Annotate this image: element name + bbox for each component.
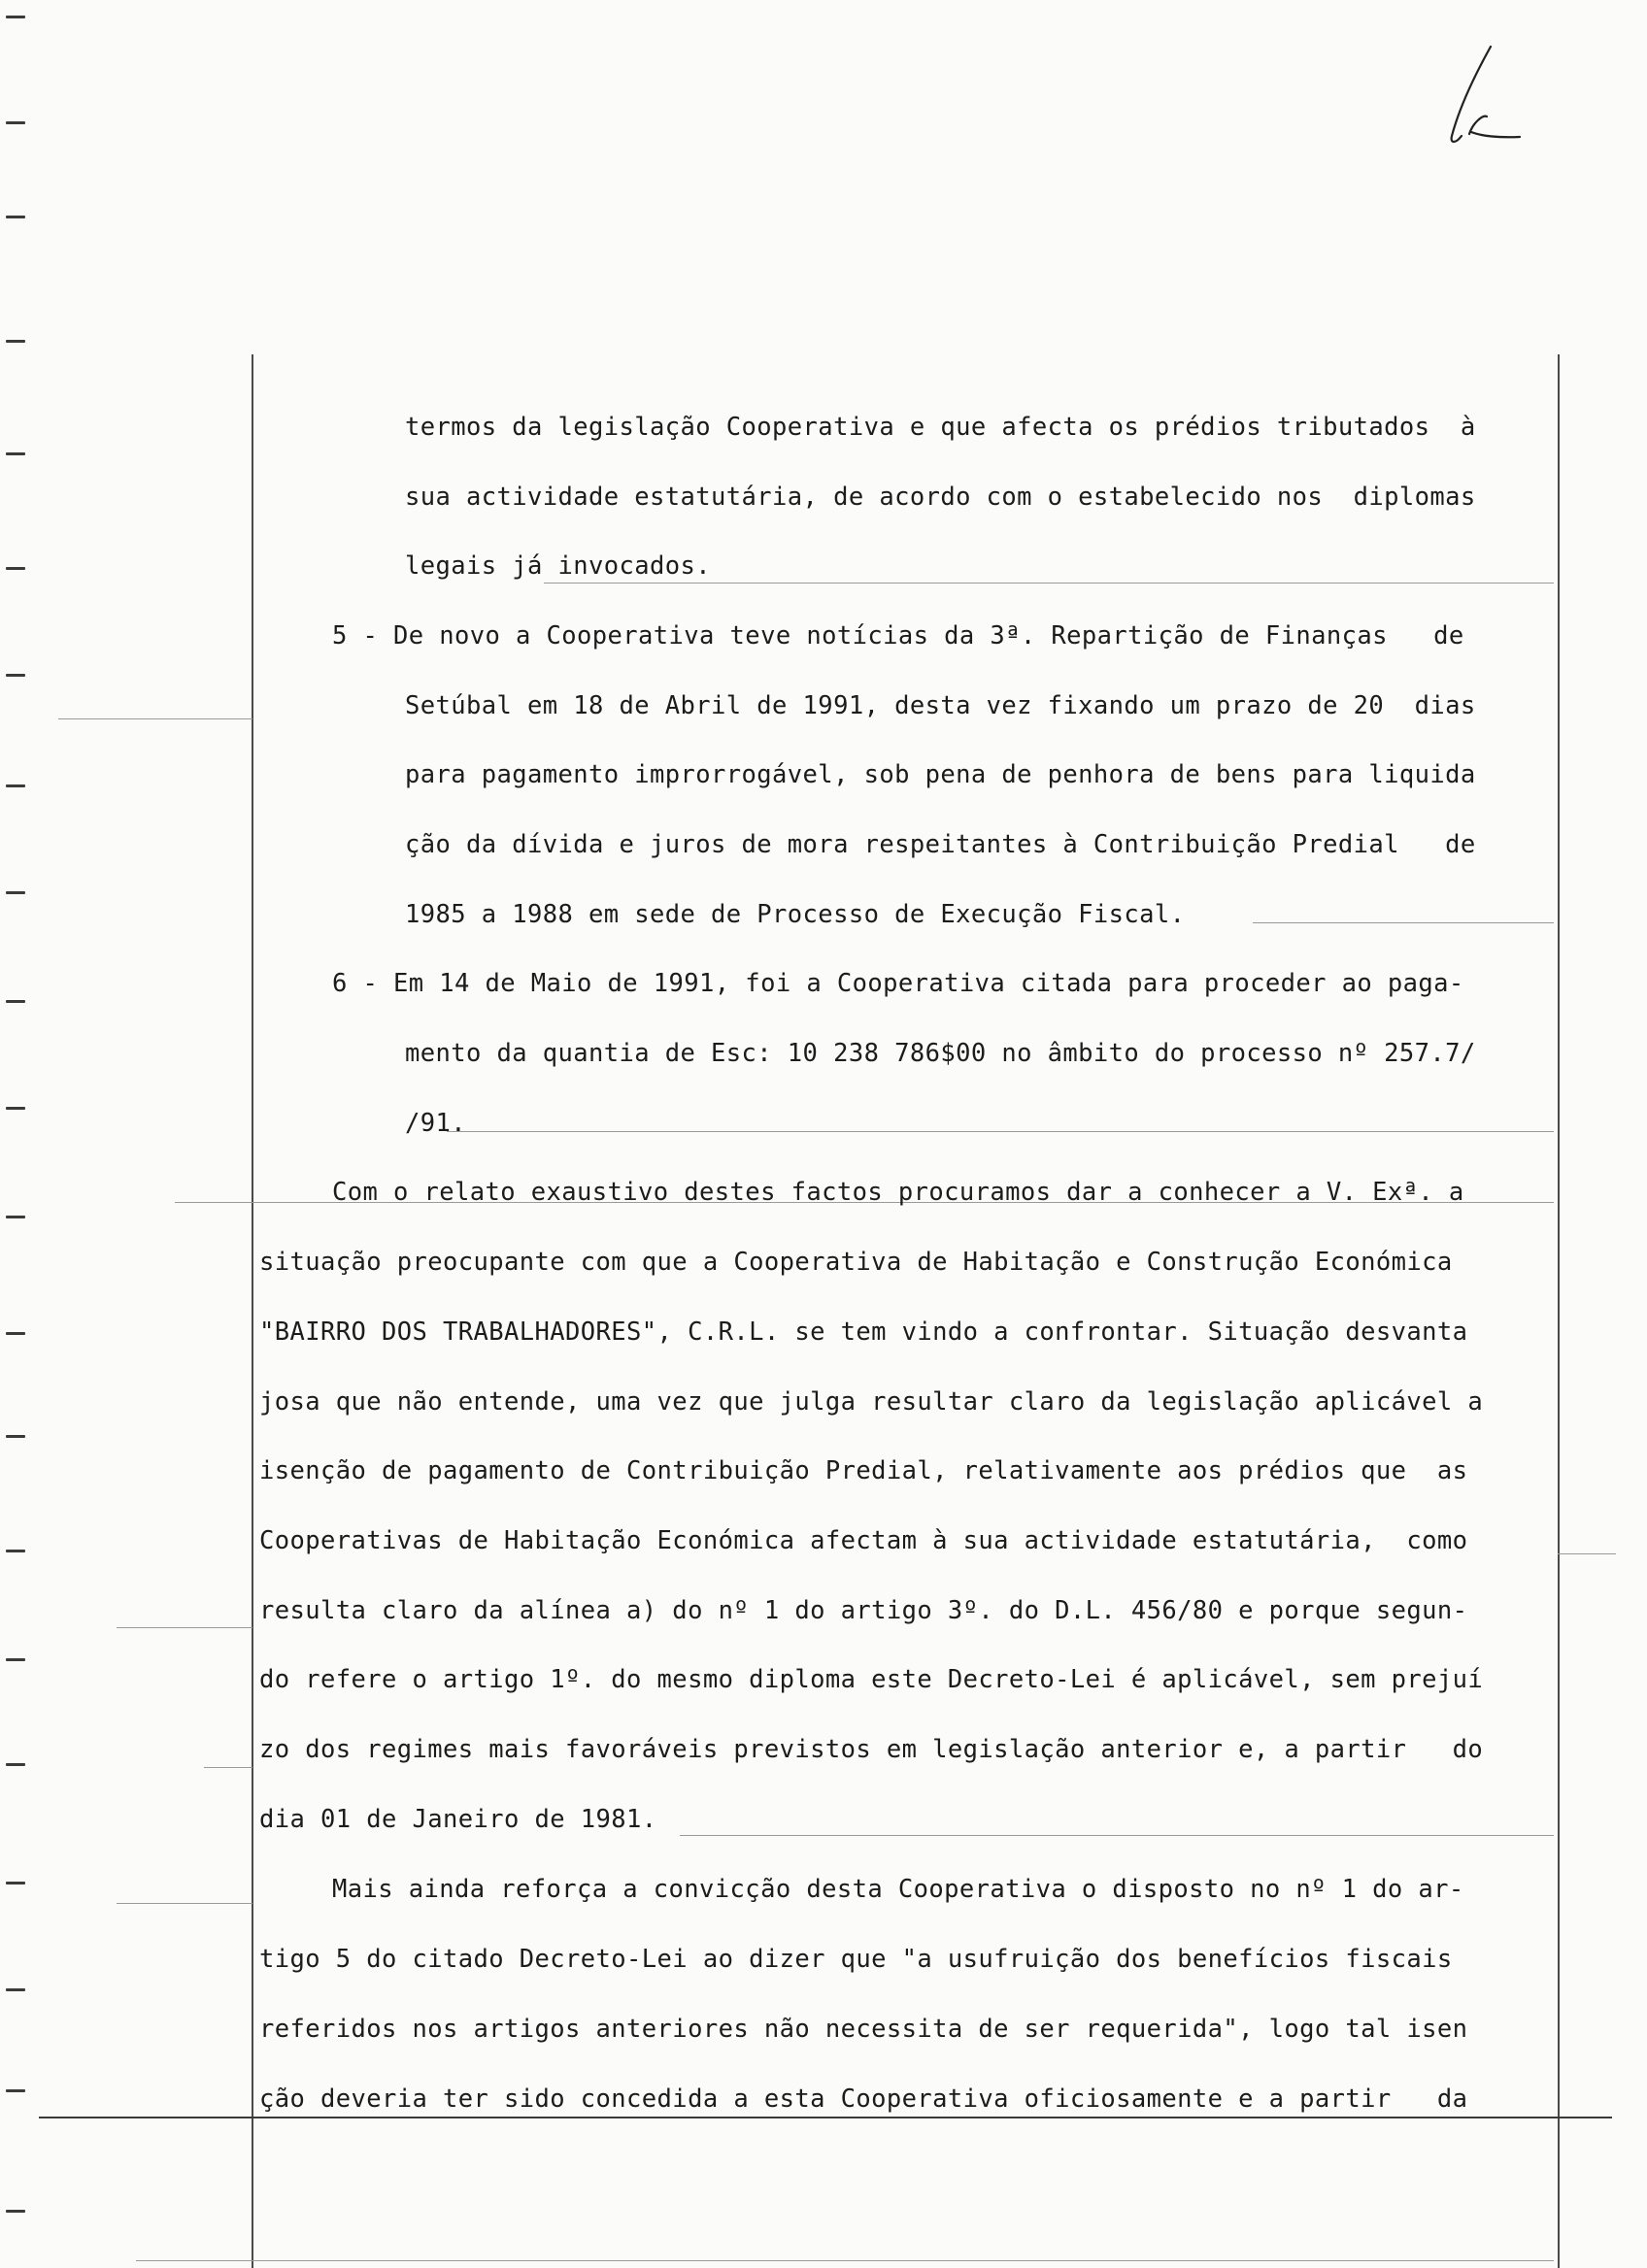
right-margin-rule xyxy=(1558,354,1560,2268)
text-line: resulta claro da alínea a) do nº 1 do artigo 3º. do D.L. 456/80 e porque segun- xyxy=(259,1596,1468,1625)
paragraph-start: Mais ainda reforça a convicção desta Cooperativa o disposto no nº 1 do ar- xyxy=(332,1875,1464,1904)
text-line: para pagamento improrrogável, sob pena de penhora de bens para liquida xyxy=(405,760,1476,789)
list-item-5: 5 - De novo a Cooperativa teve notícias da 3ª. Repartição de Finanças de xyxy=(332,621,1464,650)
underline-rule xyxy=(39,2117,1612,2118)
text-line: isenção de pagamento de Contribuição Predial, relativamente aos prédios que as xyxy=(259,1456,1468,1485)
margin-tick xyxy=(6,1763,25,1766)
guide-line xyxy=(204,1767,252,1768)
margin-tick xyxy=(6,1882,25,1884)
text-line: ção da dívida e juros de mora respeitantes à Contribuição Predial de xyxy=(405,830,1476,859)
margin-tick xyxy=(6,891,25,894)
guide-line xyxy=(1253,922,1554,923)
text-line: tigo 5 do citado Decreto-Lei ao dizer que "a usufruição dos benefícios fiscais xyxy=(259,1945,1453,1974)
text-line: ção deveria ter sido concedida a esta Cooperativa oficiosamente e a partir da xyxy=(259,2085,1468,2114)
text-line: situação preocupante com que a Cooperativa de Habitação e Construção Económica xyxy=(259,1248,1453,1277)
text-line: legais já invocados. xyxy=(405,551,712,581)
list-item-6: 6 - Em 14 de Maio de 1991, foi a Cooperativa citada para proceder ao paga- xyxy=(332,969,1464,998)
text-line: Cooperativas de Habitação Económica afectam à sua actividade estatutária, como xyxy=(259,1526,1468,1555)
margin-tick xyxy=(6,674,25,677)
text-line: referidos nos artigos anteriores não necessita de ser requerida", logo tal isen xyxy=(259,2015,1468,2044)
margin-tick xyxy=(6,216,25,218)
text-line: /91. xyxy=(405,1109,467,1138)
text-line: termos da legislação Cooperativa e que afecta os prédios tributados à xyxy=(405,413,1476,442)
margin-tick xyxy=(6,1000,25,1003)
guide-line xyxy=(680,1835,1554,1836)
guide-line xyxy=(136,2260,1554,2261)
margin-tick xyxy=(6,340,25,343)
text-line: do refere o artigo 1º. do mesmo diploma este Decreto-Lei é aplicável, sem prejuí xyxy=(259,1665,1484,1694)
margin-tick xyxy=(6,567,25,570)
text-line: 1985 a 1988 em sede de Processo de Execução Fiscal. xyxy=(405,900,1186,929)
text-line: zo dos regimes mais favoráveis previstos em legislação anterior e, a partir do xyxy=(259,1735,1484,1764)
margin-tick xyxy=(6,121,25,124)
text-line: "BAIRRO DOS TRABALHADORES", C.R.L. se tem vindo a confrontar. Situação desvanta xyxy=(259,1317,1468,1347)
text-line: mento da quantia de Esc: 10 238 786$00 no âmbito do processo nº 257.7/ xyxy=(405,1039,1476,1068)
margin-tick xyxy=(6,16,25,18)
text-line: josa que não entende, uma vez que julga resultar claro da legislação aplicável a xyxy=(259,1387,1484,1417)
margin-tick xyxy=(6,2089,25,2092)
margin-tick xyxy=(6,1435,25,1438)
guide-line xyxy=(447,1131,1554,1132)
margin-tick xyxy=(6,1658,25,1661)
guide-line xyxy=(117,1627,252,1628)
margin-tick xyxy=(6,1107,25,1110)
text-line: Setúbal em 18 de Abril de 1991, desta vez fixando um prazo de 20 dias xyxy=(405,691,1476,720)
text-line: dia 01 de Janeiro de 1981. xyxy=(259,1805,657,1834)
text-line: sua actividade estatutária, de acordo com o estabelecido nos diplomas xyxy=(405,483,1476,512)
paragraph-start: Com o relato exaustivo destes factos procuramos dar a conhecer a V. Exª. a xyxy=(332,1178,1464,1207)
margin-tick xyxy=(6,452,25,455)
handwritten-initial-mark xyxy=(1423,39,1529,155)
margin-tick xyxy=(6,1988,25,1991)
guide-line xyxy=(58,718,252,719)
margin-tick xyxy=(6,1216,25,1218)
guide-line xyxy=(544,583,1554,584)
guide-line xyxy=(117,1903,252,1904)
margin-tick xyxy=(6,1332,25,1335)
margin-tick xyxy=(6,784,25,787)
margin-tick xyxy=(6,1550,25,1552)
left-margin-rule xyxy=(252,354,253,2268)
guide-line xyxy=(1558,1553,1616,1554)
margin-tick xyxy=(6,2210,25,2213)
